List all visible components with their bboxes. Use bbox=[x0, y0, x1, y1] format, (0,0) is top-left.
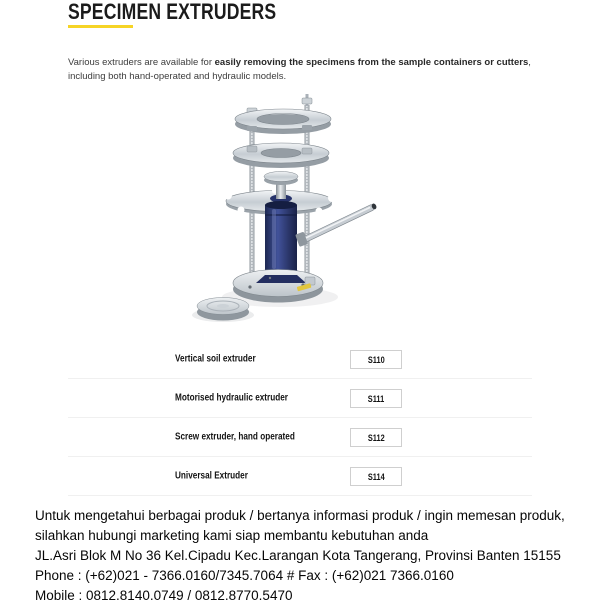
products-table bbox=[68, 340, 532, 496]
product-name: Universal Extruder bbox=[175, 470, 248, 482]
product-row bbox=[68, 379, 532, 418]
product-code-box[interactable] bbox=[350, 389, 402, 408]
product-name: Motorised hydraulic extruder bbox=[175, 392, 289, 404]
product-code: S110 bbox=[367, 354, 385, 365]
product-name: Vertical soil extruder bbox=[175, 353, 256, 365]
product-code-box[interactable] bbox=[350, 350, 402, 369]
product-code: S111 bbox=[367, 393, 385, 404]
intro-text-1: Various extruders are available for bbox=[68, 56, 215, 68]
product-code: S114 bbox=[367, 471, 385, 482]
product-name: Screw extruder, hand operated bbox=[175, 431, 295, 443]
contact-footer bbox=[35, 506, 595, 606]
product-row bbox=[68, 340, 532, 379]
intro-text-bold: easily removing the specimens from the sample containers or cutters bbox=[214, 56, 529, 68]
product-row bbox=[68, 418, 532, 457]
product-photo bbox=[175, 85, 415, 340]
product-code-box[interactable] bbox=[350, 467, 402, 486]
footer-line-mobile: Mobile : 0812.8140.0749 / 0812.8770.5470 bbox=[35, 588, 293, 603]
page-title: SPECIMEN EXTRUDERS bbox=[68, 0, 277, 24]
product-code: S112 bbox=[367, 432, 385, 443]
product-code-box[interactable] bbox=[350, 428, 402, 447]
intro-paragraph bbox=[68, 56, 546, 84]
specimen-extruder-illustration bbox=[175, 85, 415, 340]
product-row bbox=[68, 457, 532, 496]
title-accent-underline bbox=[68, 25, 133, 28]
footer-line-phone-fax: Phone : (+62)021 - 7366.0160/7345.7064 # Fax : (+62)021 7366.0160 bbox=[35, 568, 454, 583]
footer-line-address: JL.Asri Blok M No 36 Kel.Cipadu Kec.Larangan Kota Tangerang, Provinsi Banten 15155 bbox=[35, 548, 561, 563]
footer-line-intro-1: Untuk mengetahui berbagai produk / bertanya informasi produk / ingin memesan produk, bbox=[35, 508, 565, 523]
footer-line-intro-2: silahkan hubungi marketing kami siap membantu kebutuhan anda bbox=[35, 528, 429, 543]
intro-text-2: , including both hand-operated and hydraulic models. bbox=[68, 56, 531, 82]
